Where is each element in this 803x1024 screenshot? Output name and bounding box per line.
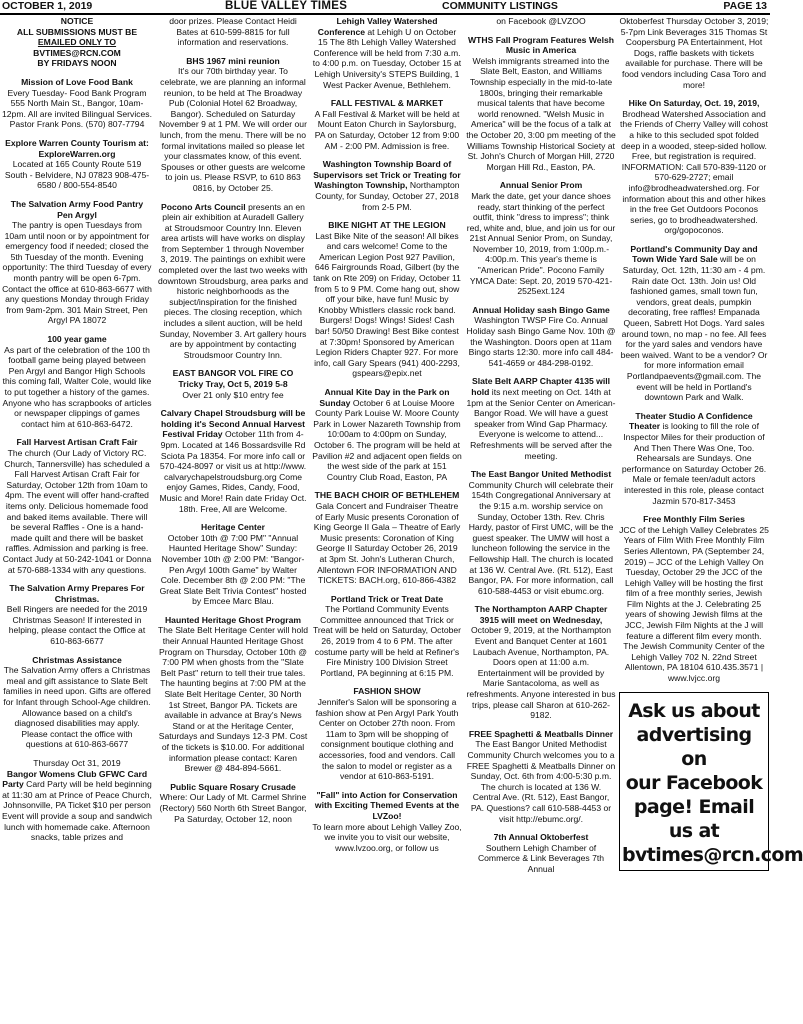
ad-line: Ask us about: [628, 699, 760, 722]
listing-body: Located at 165 County Route 519 South - Belvidere, NJ 07823 908-475-6580 / 800-554-8540: [4, 159, 150, 191]
column-2: [158, 16, 308, 1022]
listing-title: Annual Holiday sash Bingo Game: [472, 304, 610, 315]
listing-body: Every Tuesday- Food Bank Program 555 North Main St., Bangor, 10am-12pm. All are invited Bilingual Services. Pastor Frank Pons. (570) 807-7794: [2, 87, 152, 130]
listing-oktoberfest: [466, 832, 616, 874]
listing-watershed-conference: [312, 16, 462, 90]
listing-salvation-christmas: [2, 583, 152, 647]
listing-title: The East Bangor United Methodist: [470, 469, 612, 480]
listing-title: Pocono Arts Council: [161, 201, 246, 212]
listing-body: Jennifer's Salon will be sponsoring a fashion show at Pen Argyl Park Youth Center on October 27th noon. From 11am to 3pm will be shopping of consignment boutique clothing and accessories, food and vendors. Call the salon to model or register as a vendor at 610-863-5191.: [315, 697, 459, 782]
listing-methodist-anniversary: [466, 469, 616, 596]
listing-body: Card Party will be held beginning at 11:30 am at Prince of Peace Church, Johnsonville, PA Ticket $10 per person Event will provide a soup and sandwich lunch with homemade cake. Afternoon snacks, table prizes and: [2, 779, 153, 843]
listing-body: October 11th from 4-9pm. Located at 146 Bossardsville Rd Sciota Pa 18354. For more info call or 570-424-8097 or visit us at http://www. calvarychapelstroudsburg.org Come enjoy Games, Rides, Candy, Food, Music and More! Rain date Friday Oct. 18th. Free, All are Welcome.: [159, 429, 307, 514]
listing-body: The East Bangor United Methodist Community Church welcomes you to a FREE Spaghetti & Meatballs Dinner on Sunday, Oct. 6th from 4:00-5:30 p.m. The church is located at 136 W. Central Ave. (Rt. 512), East Bangor, PA. Questions? call 610-588-4453 or visit http://ebumc.org/.: [466, 739, 616, 824]
ad-email: bvtimes@rcn.com: [622, 843, 803, 866]
listing-heritage-center: [158, 522, 308, 607]
listing-title: THE BACH CHOIR OF BETHLEHEM: [314, 490, 460, 501]
listing-bach-choir: [312, 490, 462, 585]
listing-welsh-music: [466, 35, 616, 173]
listing-title: Slate Belt AARP Chapter 4135 will hold: [471, 376, 611, 397]
listing-title: FREE Spaghetti & Meatballs Dinner: [468, 728, 614, 739]
listing-bhs-reunion: [158, 56, 308, 194]
listing-body: Welsh immigrants streamed into the Slate Belt, Easton, and Williams Township especially in the mid-to-late 1800s, bringing their remarkable musical talents that have become world renowned. "Welsh Music in America" will be the focus of a talk at the October 20, 3:00 pm meeting of the Williams Township Historical Society at St. John's Church of Morgan Hill, 2720 Morgan Hill Rd., Easton, PA.: [466, 55, 616, 172]
listing-continued: [158, 16, 308, 48]
column-5: [619, 16, 803, 1022]
listing-aarp-3915: [466, 604, 616, 721]
listing-continued: [619, 16, 769, 90]
column-1: [2, 16, 152, 1022]
listing-body: Southern Lehigh Chamber of Commerce & Link Beverages 7th Annual: [477, 842, 605, 874]
listing-title: Calvary Chapel Stroudsburg will be holding it's Second Annual Harvest Festival Friday: [160, 408, 306, 440]
listing-title: Fall Harvest Artisan Craft Fair: [16, 437, 138, 448]
column-4: [466, 16, 616, 1022]
listing-card-party: [2, 758, 152, 843]
listing-washington-trick-treat: [312, 159, 462, 212]
listing-date: Thursday Oct 31, 2019: [33, 758, 121, 768]
listing-body: October 6 at Louise Moore County Park Louise W. Moore County Park in Lower Nazareth Township from 10:00am to 4:00pm on Sunday, October 6. The program will be held at Pavilion #2 and adjacent open fields on the west side of the park at 151 Country Club Road, Easton, PA: [312, 397, 462, 482]
listing-lvzoo: [312, 790, 462, 854]
listing-fashion-show: [312, 686, 462, 781]
listing-theater-studio: [619, 411, 769, 506]
listing-body: It's our 70th birthday year. To celebrate, we are planning an informal reunion, to be held at The Broadway Pub (Colonial Hotel 62 Broadway, Bangor). Scheduled on Saturday November 9 at 1 PM. We will order our lunch, from the menu. There will be no formal invitations mailed so please let your classmates know, of this event. Spouses or other guests are welcome to join us. Please RSVP, to 610 863 0816, by October 25.: [159, 66, 307, 193]
listing-line: Tricky Tray, Oct 5, 2019 5-8: [178, 379, 288, 389]
listing-rosary-crusade: [158, 782, 308, 824]
listing-hike: [619, 98, 769, 236]
notice-line: BY FRIDAYS NOON: [37, 58, 117, 69]
listing-body: Community Church will celebrate their 154th Congregational Anniversary at the 9:15 a.m. worship service on Sunday, October 13th. Rev. Chris Hardy, pastor of First UMC, will be the guest speaker. The UMW will host a luncheon following the service in the Fellowship Hall. The church is located at 136 W. Central Ave. (Rt. 512), East Bangor, PA. For more information, call 610-588-4453 or visit ebumc.org.: [468, 479, 614, 596]
listing-title: Portland Trick or Treat Date: [330, 593, 444, 604]
listing-title: Bangor Womens Club GFWC Card Party: [2, 768, 148, 790]
listing-line: Over 21 only $10 entry fee: [182, 389, 284, 400]
listing-body: door prizes. Please Contact Heidi Bates at 610-599-8815 for full information and reservations.: [169, 16, 297, 48]
listing-body: its next meeting on Oct. 14th at 1pm at the Senior Center on American-Bangor Road. We will have a guest speaker from Wind Gap Pharmacy. Everyone is welcome to attend... Refreshments will be served after the meeting.: [466, 387, 616, 461]
paper-title: BLUE VALLEY TIMES: [225, 0, 348, 12]
listing-body: To learn more about Lehigh Valley Zoo, we invite you to visit our website, www.lvzoo.org, or follow us: [312, 821, 462, 853]
listing-100-year-game: [2, 334, 152, 429]
listing-body: Where: Our Lady of Mt. Carmel Shrine (Rectory) 560 North 6th Street Bangor, Pa Saturday, October 12, noon: [159, 792, 307, 824]
listing-title: Heritage Center: [201, 522, 265, 533]
listing-christmas-assistance: [2, 655, 152, 750]
listing-bike-night: [312, 220, 462, 379]
listing-title: Mission of Love Food Bank: [21, 76, 133, 87]
listing-tourism: [2, 138, 152, 191]
facebook-advertising-ad: [619, 692, 803, 871]
notice-email: BVTIMES@RCN.COM: [33, 47, 121, 58]
listing-title: Lehigh Valley Watershed Conference: [317, 16, 438, 37]
listing-body: Bell Ringers are needed for the 2019 Christmas Season! If interested in helping, please contact the Office at 610-863-6677: [6, 604, 148, 647]
listing-body: presents an en plein air exhibition at Auradell Gallery at Stroudsmoor Country Inn. Eleven area artists will have works on display from September 1 through November 3, 2019. The paintings on exhibit were completed over the last two weeks with downtown Stroudsburg, area parks and historic neighborhoods as the subject/inspiration for the finished pieces. The closing reception, which includes a silent auction, will be held Sunday, November 3. Art gallery hours are by appointment by contacting Stroudsmoor Country Inn.: [158, 201, 309, 360]
listing-body: Washington TWSP Fire Co. Annual Holiday sash Bingo Game Nov. 10th @ the Washington. Doors open at 11am Bingo starts 12:30. more info call 484-541-4659 or 484-298-0192.: [466, 315, 616, 368]
listing-title: "Fall" into Action for Conservation with Exciting Themed Events at the LVZoo!: [314, 789, 460, 821]
listing-title: Hike On Saturday, Oct. 19, 2019,: [628, 98, 760, 109]
listing-kite-day: [312, 387, 462, 482]
section-title: COMMUNITY LISTINGS: [442, 0, 558, 12]
listing-yard-sale: [619, 244, 769, 403]
listing-body: The church (Our Lady of Victory RC. Church, Tannersville) has scheduled a Fall Harvest Artisan Craft Fair for Saturday, October 12th from 10am to 4pm. The event will offer hand-crafted items only. Delicious homemade food and baked items available. There will be several Raffles - One is a hand-made quilt and there will be basket raffles. Admission and parking is free. Contact Judy at 50-242-1041 or Donna at 570-688-1334 with any questions.: [2, 447, 152, 575]
listing-body: October 9, 2019, at the Northampton Event and Banquet Center at 1601 Laubach Avenue, Northampton, PA. Doors open at 11:00 a.m. Entertainment will be provided by Marie Santacoloma, as well as refreshments. Anyone interested in bus trips, please call Sharon at 610-262-9182.: [466, 625, 616, 721]
listing-body: will be on Saturday, Oct. 12th, 11:30 am - 4 pm. Rain date Oct. 13th. Join us! Old fashioned games, small town fun, vendors, great deals, pumpkin decorating, free raffles! Empanada Queen, Sabrett Hot Dogs. Yard sales around town, no map - no fee. All fees for the yard sales and vendors have been waived. Want to be a vendor? Or for more information email Portlandpaevents@gmail.com. The event will be held in Portland's downtown Park and Walk.: [620, 254, 768, 403]
listing-title: BIKE NIGHT AT THE LEGION: [328, 220, 446, 231]
listing-artisan-craft-fair: [2, 437, 152, 575]
listing-body: on Facebook @LVZOO: [496, 16, 586, 26]
listing-title: Haunted Heritage Ghost Program: [164, 614, 302, 625]
listing-body: JCC of the Lehigh Valley Celebrates 25 Years of Film With Free Monthly Film Series Allentown, PA (September 24, 2019) – JCC of the Lehigh Valley On Tuesday, October 29 the JCC of the Lehigh Valley will be hosting the first film of a free monthly series, Jewish Film Nights at the J. Celebrating 25 years of showing Jewish films at the JCC, Jewish Film Nights at the J will feature a different film every month. The Jewish Community Center of the Lehigh Valley 702 N. 22nd Street Allentown, PA 18104 610.435.3571 | www.lvjcc.org: [619, 524, 769, 684]
listing-title: 7th Annual Oktoberfest: [493, 832, 589, 843]
ad-line: page! Email: [633, 795, 755, 818]
listing-title: The Northampton AARP Chapter 3915 will meet on Wednesday,: [474, 604, 608, 625]
listing-spaghetti-dinner: [466, 729, 616, 824]
listing-title: Free Monthly Film Series: [643, 514, 745, 525]
notice-line: ALL SUBMISSIONS MUST BE: [16, 26, 138, 37]
listing-body: A Fall Festival & Market will be held at Mount Eaton Church in Saylorsburg, PA on Saturday, October 12 from 9:00 AM - 2:00 PM. Admission is free.: [314, 108, 460, 151]
listing-food-bank: [2, 77, 152, 130]
listing-pocono-arts: [158, 202, 308, 361]
ad-line: our Facebook: [625, 771, 763, 794]
listing-body: The Salvation Army offers a Christmas meal and gift assistance to Slate Belt families in need upon. Gifts are offered for Infant through School-Age children. Allowance based on a child's diagnosed disabilities may apply. Please contact the office with questions at 610-863-6677: [3, 665, 151, 750]
listing-title: EAST BANGOR VOL FIRE CO: [172, 368, 294, 379]
listing-title: 100 year game: [47, 334, 107, 345]
listing-title: Annual Senior Prom: [499, 180, 583, 191]
listing-title: FALL FESTIVAL & MARKET: [330, 98, 444, 109]
listing-title: Washington Township Board of Supervisors set Trick or Treating for Washington Township,: [313, 159, 461, 191]
listing-title: Christmas Assistance: [32, 654, 122, 665]
listing-film-series: [619, 514, 769, 684]
listing-continued: [466, 16, 616, 27]
listing-title: Public Square Rosary Crusade: [170, 781, 296, 792]
listing-body: Brodhead Watershed Association and the Friends of Cherry Valley will cohost a hike to this secluded spot folded deep in a wooded, steep-sided hollow. Free, but registration is required. INFORMATION: Call 570-839-1120 or 570-629-2727; email info@brodheadwatershed.org. For information about this and other hikes in the free Get Outdoors Poconos series, go to brodheadwatershed. org/gopoconos.: [620, 108, 768, 236]
listing-body: at Lehigh U on October 15 The 8th Lehigh Valley Watershed Conference will be held from 7:30 a.m. to 4:00 p.m. on Tuesday, October 15 at Lehigh University's STEPS Building, 1 West Packer Avenue, Bethlehem.: [312, 26, 462, 90]
ad-line: us at: [668, 819, 720, 842]
listing-body: Last Bike Nite of the season! All bikes and cars welcome! Come to the American Legion Post 927 Pavilion, 646 Fairgrounds Road, Gilbert (by the tank on Rte 209) on Friday, October 11 from 5 to 9 PM. Come hang out, show off your bike, have fun! Music by Knobby Whistlers classic rock band. Burgers! Dogs! Wings! Sides! Cash bar! 50/50 Drawing! Best Bike contest at 7:30pm! Sponsored by American Legion Riders Chapter 927. For more info, call Gary Spears (941) 400-2293, gspears@epix.net: [313, 230, 461, 379]
listing-title: The Salvation Army Prepares For Christmas.: [9, 583, 145, 604]
column-3: [312, 16, 462, 1022]
listing-calvary-chapel: [158, 408, 308, 514]
listing-body: The Portland Community Events Committee announced that Trick or Treat will be held on Saturday, October 26, 2019 from 4 to 6 PM. The after costume party will be held at Refiner's Fire Ministry 100 Division Street Portland, PA beginning at 6:15 PM.: [312, 604, 462, 678]
listing-body: The Slate Belt Heritage Center will hold their Annual Haunted Heritage Ghost Program on Thursday, October 10th @ 7:00 PM when ghosts from the "Slate Belt Past" return to tell their true tales. The haunting begins at 7:00 PM at the Slate Belt Heritage Center, 30 North 1st Street, Bangor PA. Tickets are available in advance at Bray's News Stand or at the Heritage Center, Saturdays and Sundays 12-3 PM. Cost of the tickets is $10.00. For additional information please contact: Karen Brewer @ 484-894-5661.: [158, 625, 308, 774]
listing-vol-fire: [158, 368, 308, 400]
listing-body: Gala Concert and Fundraiser Theatre of Early Music presents Coronation of King George II Gala – Theatre of Early Music presents: Coronation of King George II Saturday October 26, 2019 at 3pm St. John's Lutheran Church, Allentown FOR INFORMATION AND TICKETS: BACH.org, 610-866-4382: [313, 500, 461, 586]
listing-aarp-4135: [466, 376, 616, 461]
listing-title: FASHION SHOW: [353, 686, 421, 697]
listing-body: is looking to fill the role of Inspector Miles for their production of And Then There Was One, Too. Rehearsals are Sundays. One performance on Saturday October 26. Male or female teen/adult actors interested in this role, please contact Jazmin 570-817-3453: [621, 421, 767, 506]
listing-fall-festival: [312, 98, 462, 151]
listing-bingo: [466, 305, 616, 369]
listing-body: Northampton County, for Sunday, October 27, 2018 from 2-5 PM.: [315, 180, 460, 212]
listing-title: BHS 1967 mini reunion: [186, 55, 280, 66]
listing-ghost-program: [158, 615, 308, 774]
listing-portland-trick-treat: [312, 594, 462, 679]
page-header: [0, 0, 770, 15]
ad-line: advertising on: [636, 723, 752, 770]
listing-title: Portland's Community Day and Town Wide Yard Sale: [630, 243, 758, 265]
issue-date: OCTOBER 1, 2019: [2, 0, 93, 12]
notice-box: [2, 16, 152, 69]
listing-body: As part of the celebration of the 100 th football game being played between Pen Argyl and Bangor High Schools this coming fall, Walter Cole, would like to put together a history of the games. Anyone who has scrapbooks of articles or newspaper clippings of games contact him at 610-863-6472.: [2, 344, 152, 429]
notice-title: NOTICE: [60, 16, 94, 26]
listing-body: Mark the date, get your dance shoes ready, start thinking of the perfect outfit, think "dress to impress"; think red, white and, blue, and join us for our 21st Annual Senior Prom, on Sunday, November 10, 2019, from 1:00p.m.- 4:00p.m. This year's theme is "American Pride". Pocono Family YMCA Date: Sept. 20, 2019 570-421-2525ext.124: [466, 190, 616, 297]
listing-title: The Salvation Army Food Pantry Pen Argyl: [10, 198, 144, 220]
notice-line: EMAILED ONLY TO: [37, 37, 117, 48]
page-number: PAGE 13: [723, 0, 767, 12]
listing-title: WTHS Fall Program Features Welsh Music in America: [468, 34, 614, 56]
listing-senior-prom: [466, 180, 616, 297]
listing-title: Explore Warren County Tourism at: ExploreWarren.org: [5, 137, 149, 159]
listing-title: Theater Studio A Confidence Theater: [629, 410, 753, 432]
listing-body: Oktoberfest Thursday October 3, 2019; 5-7pm Link Beverages 315 Thomas St Coopersburg PA Entertainment, Hot Dogs, raffle baskets with tickets available for purchase. There will be food vendors including Casa Toro and more!: [619, 16, 769, 90]
listing-salvation-pantry: [2, 199, 152, 326]
listing-body: October 10th @ 7:00 PM" "Annual Haunted Heritage Show" Sunday: November 10th @ 2:00 PM: "Bangor-Pen Argyl 100th Game" by Walter Cole. December 8th @ 2:00 PM: "The Great Slate Belt Trivia Contest" hosted by Emcee Marc Blau.: [159, 532, 307, 607]
listing-title: Annual Kite Day in the Park on Sunday: [319, 387, 450, 408]
listing-body: The pantry is open Tuesdays from 10am until noon or by appointment for emergency food if needed; closed the 5th Tuesday of the month. Evening opportunity: The third Tuesday of every month pantry will be open 6-7pm. Contact the office at 610-863-6677 with any questions Monday through Friday from 9am-2pm. 301 Main Street, Pen Argyl PA 18072: [2, 220, 152, 326]
